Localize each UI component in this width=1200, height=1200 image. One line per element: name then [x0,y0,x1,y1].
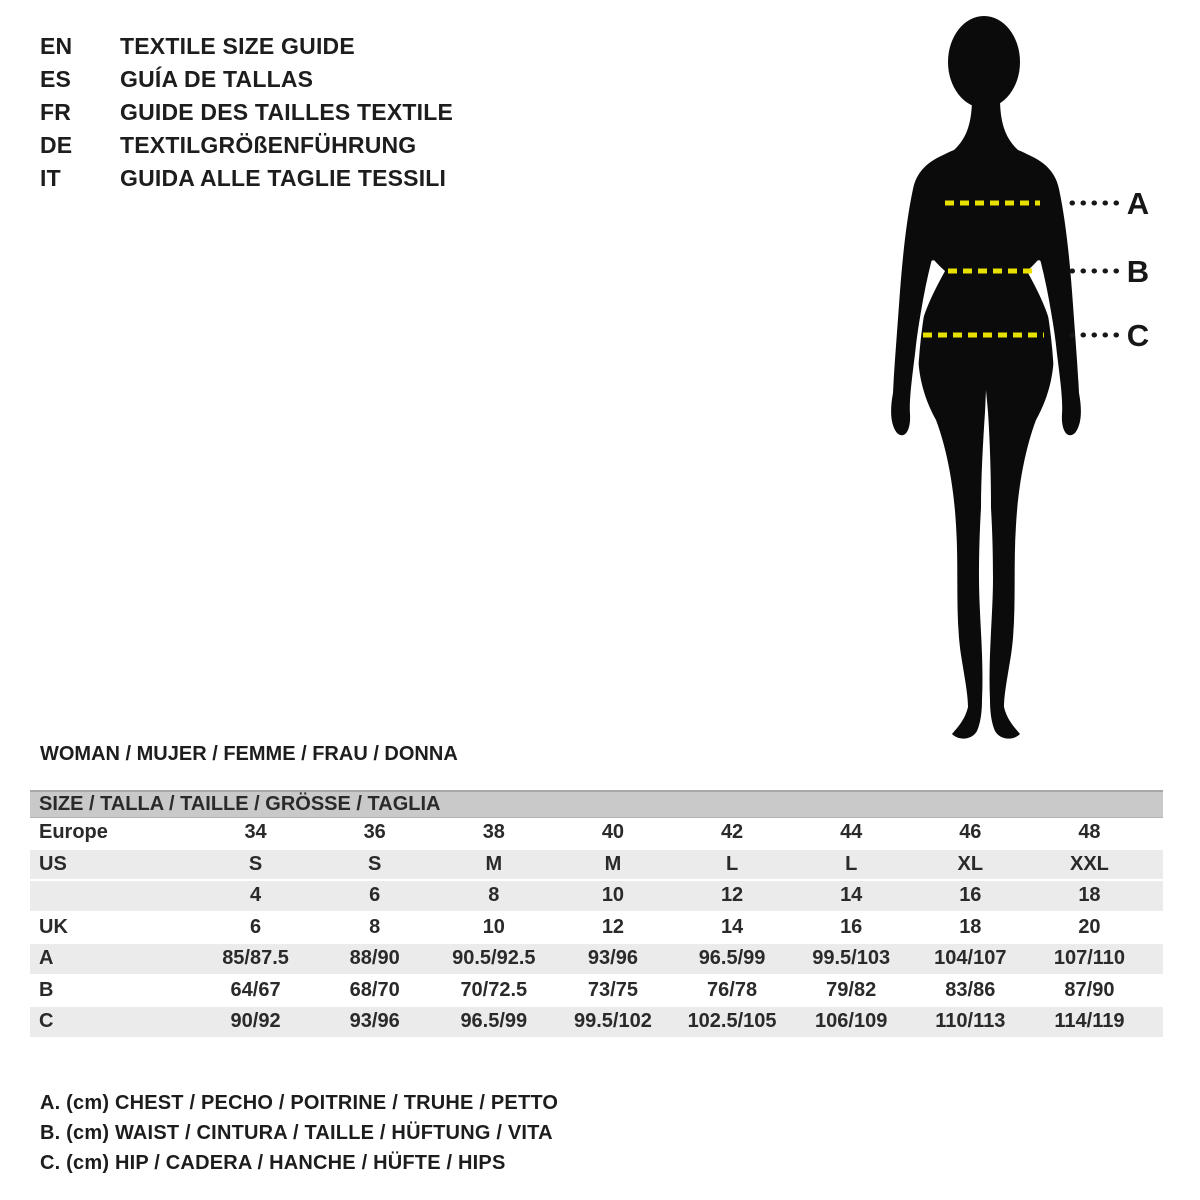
row-label: Europe [39,821,108,844]
language-row-de [40,129,453,162]
size-cell: 6 [369,884,381,907]
size-cell: S [368,852,382,875]
language-row-fr [40,96,453,129]
size-cell: 96.5/99 [460,1010,528,1033]
size-cell: 79/82 [826,978,877,1001]
size-cell: 90.5/92.5 [452,947,536,970]
language-title: GUIDA ALLE TAGLIE TESSILI [120,165,447,191]
row-label: US [39,852,67,875]
language-code: EN [40,33,73,59]
size-cell: 10 [482,915,505,938]
row-label: A [39,947,54,970]
size-cell: 70/72.5 [460,978,528,1001]
size-cell: 99.5/102 [574,1010,652,1033]
language-row-es [40,63,453,96]
size-cell: 99.5/103 [812,947,891,970]
size-cell: 93/96 [349,1010,400,1033]
size-table-header: SIZE / TALLA / TAILLE / GRÖSSE / TAGLIA [30,790,1163,818]
size-cell: S [248,852,263,875]
size-cell: 102.5/105 [687,1010,777,1033]
size-cell: 48 [1078,821,1101,844]
size-cell: 12 [720,884,744,907]
size-cell: 114/119 [1054,1010,1125,1033]
table-row-b [30,976,1163,1008]
size-cell: 44 [840,821,863,844]
table-row-c [30,1007,1163,1039]
size-cell: 38 [482,821,505,844]
size-cell: 73/75 [587,978,638,1001]
row-label: C [39,1010,54,1033]
size-cell: L [845,852,858,875]
size-cell: 104/107 [934,947,1007,970]
table-row-us [30,850,1163,882]
size-cell: 18 [959,915,982,938]
legend-line-c: C. (cm) HIP / CADERA / HANCHE / HÜFTE / HIPS [40,1152,506,1174]
size-table [30,790,1163,1039]
size-cell: 90/92 [230,1010,281,1033]
size-cell: XXL [1069,852,1109,875]
legend-line-b: B. (cm) WAIST / CINTURA / TAILLE / HÜFTUNG / VITA [40,1122,553,1144]
language-code: DE [40,132,73,158]
size-cell: 14 [840,884,863,907]
table-row-a [30,944,1163,976]
marker-label-b: B [1126,254,1150,289]
language-title-list [40,30,453,195]
language-code: FR [40,99,72,125]
size-cell: 10 [601,884,625,907]
size-cell: 14 [720,915,744,938]
row-label: B [39,978,54,1001]
size-cell: M [485,852,503,875]
marker-label-c: C [1126,318,1150,353]
size-cell: 6 [250,915,262,938]
size-cell: M [604,852,622,875]
marker-label-a: A [1126,186,1150,221]
table-row-uk [30,913,1163,945]
size-cell: 8 [369,915,381,938]
size-cell: 76/78 [707,978,758,1001]
size-cell: L [725,852,739,875]
language-code: ES [40,66,72,92]
table-row-us-numeric [30,881,1163,913]
woman-silhouette [860,10,1160,740]
size-cell: 110/113 [935,1010,1006,1033]
size-cell: 40 [601,821,625,844]
size-cell: 96.5/99 [698,947,766,970]
size-cell: 42 [720,821,744,844]
size-cell: 36 [363,821,386,844]
size-cell: 106/109 [815,1010,888,1033]
language-row-it [40,162,453,195]
language-code: IT [40,165,61,191]
size-cell: 83/86 [945,978,996,1001]
size-cell: 87/90 [1064,978,1115,1001]
measurement-figure [860,10,1160,740]
table-row-europe [30,818,1163,850]
size-cell: 18 [1078,884,1101,907]
size-cell: XL [957,852,984,875]
row-label: UK [39,915,68,938]
size-cell: 93/96 [587,947,638,970]
size-cell: 8 [488,884,500,907]
size-cell: 16 [959,884,982,907]
size-cell: 34 [244,821,267,844]
language-title: GUIDE DES TAILLES TEXTILE [120,99,453,125]
language-title: TEXTILGRÖßENFÜHRUNG [120,132,417,158]
size-cell: 88/90 [349,947,400,970]
section-title-woman: WOMAN / MUJER / FEMME / FRAU / DONNA [40,743,458,765]
silhouette-head [948,16,1020,108]
language-title: GUÍA DE TALLAS [120,66,314,92]
legend-line-a: A. (cm) CHEST / PECHO / POITRINE / TRUHE / PETTO [40,1092,559,1114]
size-cell: 64/67 [230,978,281,1001]
size-cell: 68/70 [349,978,400,1001]
size-cell: 85/87.5 [222,947,289,970]
measurement-legend [40,1088,558,1178]
language-title: TEXTILE SIZE GUIDE [120,33,355,59]
size-cell: 12 [601,915,625,938]
language-row-en [40,30,453,63]
size-cell: 4 [250,884,262,907]
size-cell: 20 [1078,915,1101,938]
size-cell: 16 [840,915,863,938]
size-cell: 46 [959,821,982,844]
size-table-body [30,818,1163,1039]
size-cell: 107/110 [1053,947,1126,970]
